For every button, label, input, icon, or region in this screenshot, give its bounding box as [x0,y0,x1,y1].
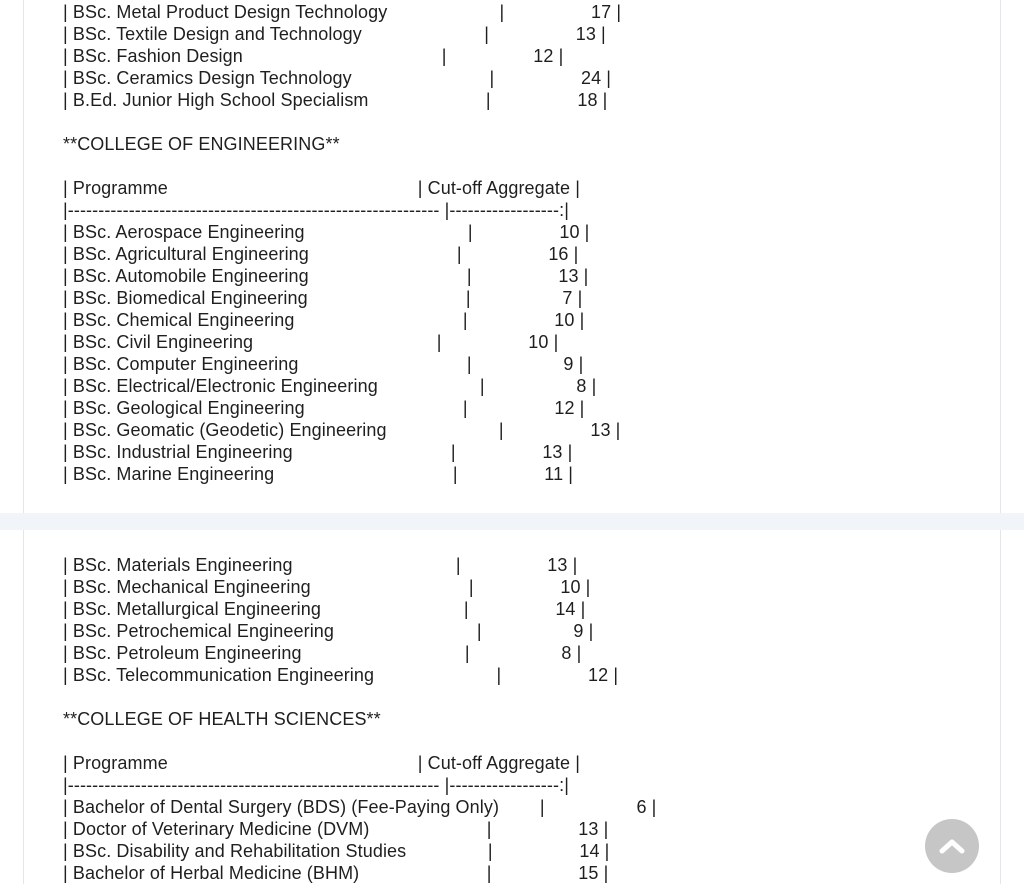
table-row: | BSc. Geological Engineering | 12 | [63,398,585,418]
blank-line [63,686,1000,708]
table-header-row: | Programme | Cut-off Aggregate | [63,753,580,773]
table-row: | BSc. Industrial Engineering | 13 | [63,442,573,462]
table-row: | BSc. Metal Product Design Technology | 17 | [63,2,622,22]
table-header-row: | Programme | Cut-off Aggregate | [63,178,580,198]
table-row: | Bachelor of Dental Surgery (BDS) (Fee-Paying Only) | 6 | [63,797,657,817]
table-row: | BSc. Marine Engineering | 11 | [63,464,574,484]
table-row: | BSc. Automobile Engineering | 13 | [63,266,589,286]
table-row: | BSc. Petroleum Engineering | 8 | [63,643,582,663]
section-heading: **COLLEGE OF HEALTH SCIENCES** [63,709,381,729]
section-heading: **COLLEGE OF ENGINEERING** [63,134,340,154]
table-row: | BSc. Ceramics Design Technology | 24 | [63,68,612,88]
table-row: | BSc. Metallurgical Engineering | 14 | [63,599,586,619]
table-row: | BSc. Geomatic (Geodetic) Engineering | 13 | [63,420,621,440]
table-row: | BSc. Disability and Rehabilitation Studies | 14 | [63,841,610,861]
table-row: | BSc. Materials Engineering | 13 | [63,555,578,575]
table-separator-row: |------------------------------------------------------------- |------------------:| [63,200,569,220]
table-row: | BSc. Chemical Engineering | 10 | [63,310,585,330]
page-2-content [24,530,1000,884]
table-row: | BSc. Electrical/Electronic Engineering | 8 | [63,376,597,396]
document-page-1 [23,0,1001,513]
table-row: | BSc. Aerospace Engineering | 10 | [63,222,590,242]
page-divider [0,513,1024,530]
table-row: | Bachelor of Herbal Medicine (BHM) | 15 | [63,863,609,883]
table-row: | B.Ed. Junior High School Specialism | 18 | [63,90,608,110]
document-page-2 [23,530,1001,884]
table-row: | Doctor of Veterinary Medicine (DVM) | 13 | [63,819,609,839]
chevron-up-icon [938,838,966,855]
table-row: | BSc. Mechanical Engineering | 10 | [63,577,591,597]
table-row: | BSc. Telecommunication Engineering | 12 | [63,665,619,685]
table-row: | BSc. Petrochemical Engineering | 9 | [63,621,594,641]
blank-line [63,111,1000,133]
table-row: | BSc. Biomedical Engineering | 7 | [63,288,583,308]
blank-line [63,155,1000,177]
page-1-content [24,0,1000,485]
scroll-to-top-button[interactable] [925,819,979,873]
table-separator-row: |------------------------------------------------------------- |------------------:| [63,775,569,795]
table-row: | BSc. Textile Design and Technology | 13 | [63,24,606,44]
blank-line [63,730,1000,752]
table-row: | BSc. Computer Engineering | 9 | [63,354,584,374]
table-row: | BSc. Civil Engineering | 10 | [63,332,559,352]
table-row: | BSc. Fashion Design | 12 | [63,46,564,66]
table-row: | BSc. Agricultural Engineering | 16 | [63,244,579,264]
